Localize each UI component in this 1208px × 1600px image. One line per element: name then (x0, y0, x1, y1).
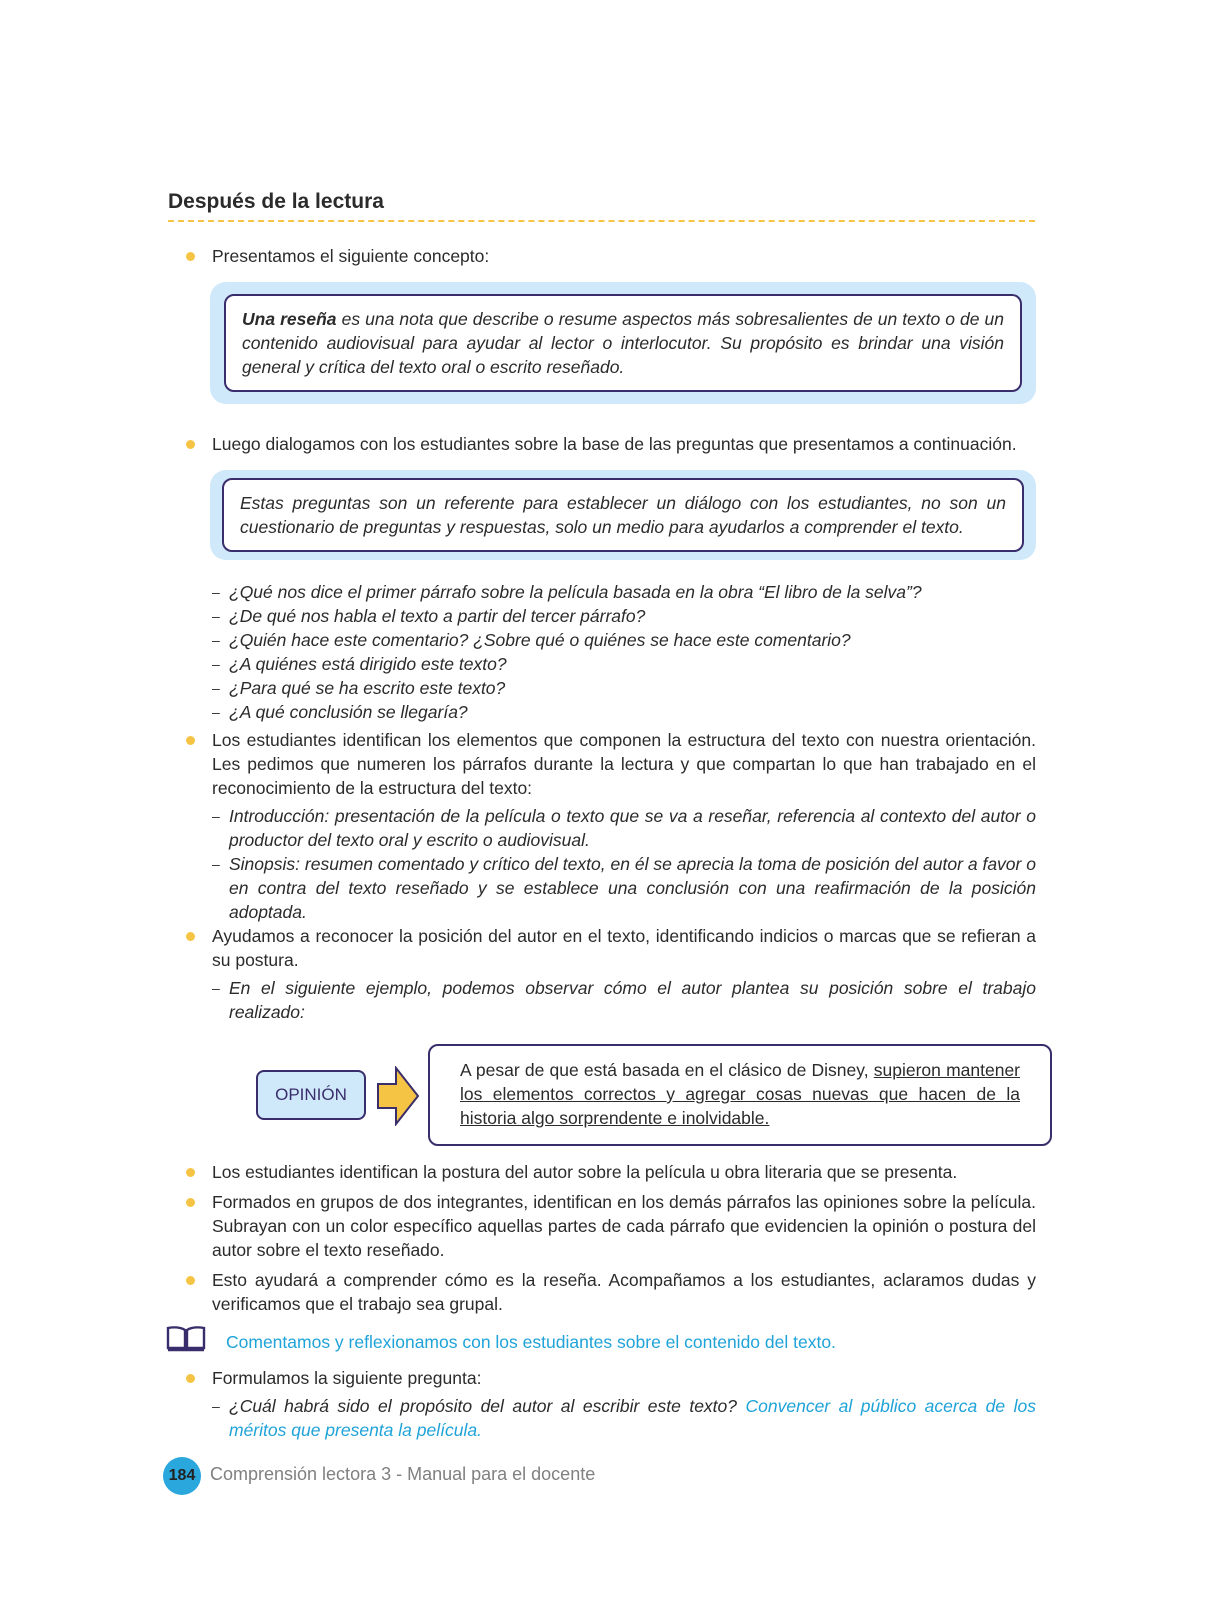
question-item: – ¿Para qué se ha escrito este texto? (186, 676, 1036, 700)
opinion-text-plain: A pesar de que está basada en el clásico de Disney, (460, 1060, 874, 1080)
concept-term: Una reseña (242, 309, 337, 329)
section-title: Después de la lectura (168, 190, 384, 213)
question-item: – ¿De qué nos habla el texto a partir del tercer párrafo? (186, 604, 1036, 628)
main-content (186, 244, 1036, 1442)
question-item: – ¿A qué conclusión se llegaría? (186, 700, 1036, 724)
structure-list (186, 804, 1036, 924)
activity-bullet-1 (186, 1160, 1036, 1184)
opinion-example (186, 1044, 1036, 1154)
question-list (186, 580, 1036, 724)
dialogue-text: Luego dialogamos con los estudiantes sobre la base de las preguntas que presentamos a continuación. (212, 434, 1017, 454)
page-number: 184 (163, 1457, 201, 1495)
activity-text: Formados en grupos de dos integrantes, identifican en los demás párrafos las opiniones sobre la película. Subrayan con un color específico aquellas partes de cada párrafo que evidencien la opinión o postura del autor sobre el texto reseñado. (212, 1192, 1036, 1260)
activity-text: Esto ayudará a comprender cómo es la reseña. Acompañamos a los estudiantes, aclaramos dudas y verificamos que el trabajo sea grupal. (212, 1270, 1036, 1314)
question-item: – ¿A quiénes está dirigido este texto? (186, 652, 1036, 676)
reflection-heading-text: Comentamos y reflexionamos con los estudiantes sobre el contenido del texto. (226, 1332, 836, 1352)
dialogue-callout (210, 470, 1036, 560)
opinion-quote-box (428, 1044, 1052, 1146)
open-book-icon (166, 1324, 206, 1352)
reflection-answer: Convencer al público acerca de los méritos que presenta la película. (229, 1396, 1036, 1440)
activity-bullet-2 (186, 1190, 1036, 1262)
footer-title: Comprensión lectora 3 - Manual para el docente (210, 1464, 596, 1484)
reflection-question-text: ¿Cuál habrá sido el propósito del autor al escribir este texto? (229, 1396, 746, 1416)
reflection-heading (186, 1330, 1036, 1354)
reflection-bullet (186, 1366, 1036, 1390)
structure-bullet (186, 728, 1036, 800)
structure-text: Los estudiantes identifican los elementos que componen la estructura del texto con nuestra orientación. Les pedimos que numeren los párrafos durante la lectura y que compartan lo que han trabajado en el reconocimiento de la estructura del texto: (212, 730, 1036, 798)
position-bullet (186, 924, 1036, 972)
reflection-question (186, 1394, 1036, 1442)
intro-text: Presentamos el siguiente concepto: (212, 246, 490, 266)
position-example: – En el siguiente ejemplo, podemos observar cómo el autor plantea su posición sobre el trabajo realizado: (186, 976, 1036, 1024)
activity-bullet-3 (186, 1268, 1036, 1316)
intro-bullet (186, 244, 1036, 268)
right-arrow-icon (376, 1066, 420, 1126)
question-item: – ¿Qué nos dice el primer párrafo sobre la película basada en la obra “El libro de la selva”? (186, 580, 1036, 604)
reflection-bullet-text: Formulamos la siguiente pregunta: (212, 1368, 482, 1388)
concept-definition: es una nota que describe o resume aspectos más sobresalientes de un texto o de un contenido audiovisual para ayudar al lector o interlocutor. Su propósito es brindar una visión general y crítica del texto oral o escrito reseñado. (242, 309, 1004, 377)
position-text: Ayudamos a reconocer la posición del autor en el texto, identificando indicios o marcas que se refieran a su postura. (212, 926, 1036, 970)
opinion-text-underlined: supieron mantener los elementos correctos y agregar cosas nuevas que hacen de la historia algo sorprendente e inolvidable. (460, 1060, 1021, 1128)
structure-item-introduction: – Introducción: presentación de la película o texto que se va a reseñar, referencia al contexto del autor o productor del texto oral y escrito o audiovisual. (186, 804, 1036, 852)
dialogue-note: Estas preguntas son un referente para establecer un diálogo con los estudiantes, no son un cuestionario de preguntas y respuestas, solo un medio para ayudarlos a comprender el texto. (222, 478, 1024, 552)
opinion-badge: OPINIÓN (256, 1070, 366, 1120)
structure-item-synopsis: – Sinopsis: resumen comentado y crítico del texto, en él se aprecia la toma de posición del autor a favor o en contra del texto reseñado y se establece una conclusión con una reafirmación de la posición adoptada. (186, 852, 1036, 924)
concept-callout (210, 282, 1036, 404)
concept-box (224, 294, 1022, 392)
activity-text: Los estudiantes identifican la postura del autor sobre la película u obra literaria que se presenta. (212, 1162, 958, 1182)
question-item: – ¿Quién hace este comentario? ¿Sobre qué o quiénes se hace este comentario? (186, 628, 1036, 652)
dialogue-bullet (186, 432, 1036, 456)
title-divider (168, 220, 1035, 222)
